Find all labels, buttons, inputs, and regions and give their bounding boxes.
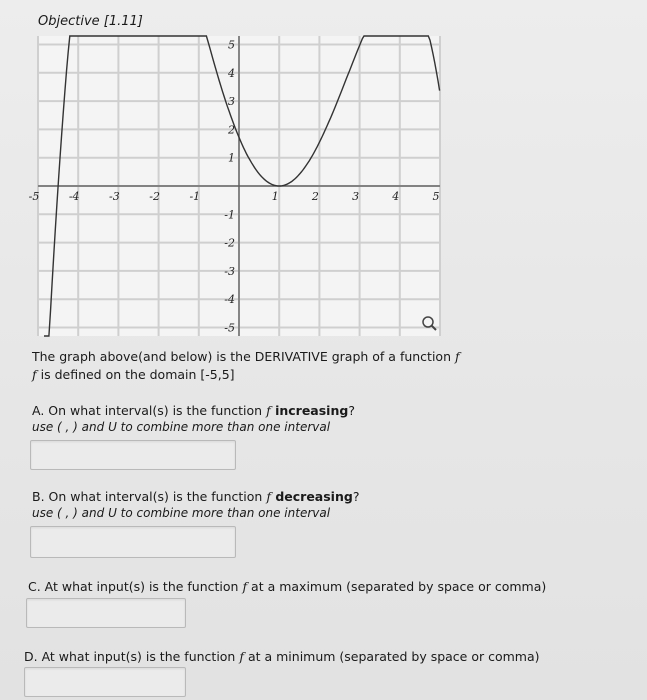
function-symbol: f: [266, 489, 271, 504]
y-tick-label: 5: [228, 38, 235, 52]
x-tick-label: -1: [189, 190, 201, 203]
x-tick-label: 5: [432, 190, 440, 203]
function-symbol: f: [454, 349, 460, 364]
answer-a-field[interactable]: [30, 440, 236, 470]
y-tick-label: -2: [224, 236, 235, 250]
x-tick-label: -3: [109, 190, 120, 203]
question-a-hint: use ( , ) and U to combine more than one interval: [32, 420, 331, 434]
question-c: [28, 578, 546, 595]
y-tick-label: -5: [224, 321, 235, 335]
derivative-graph: [30, 28, 450, 344]
function-symbol: f: [242, 579, 248, 594]
graph-svg: [30, 28, 450, 340]
function-symbol: f: [32, 367, 37, 382]
question-c-text: C. At what input(s) is the function: [28, 579, 243, 594]
question-b-hint: use ( , ) and U to combine more than one interval: [32, 506, 331, 520]
answer-c-field[interactable]: [26, 598, 186, 628]
y-tick-label: -1: [224, 208, 235, 222]
question-d: [24, 648, 540, 665]
x-tick-label: -2: [149, 190, 160, 203]
y-tick-label: 3: [228, 95, 235, 109]
y-tick-label: -3: [224, 264, 235, 278]
answer-b-input[interactable]: [31, 527, 235, 557]
answer-a-input[interactable]: [31, 441, 235, 469]
x-tick-label: 2: [311, 190, 319, 203]
x-tick-label: 3: [352, 190, 360, 203]
answer-d-field[interactable]: [24, 667, 186, 697]
question-a: [32, 402, 355, 419]
y-tick-label: 2: [228, 123, 235, 137]
x-tick-label: 1: [271, 190, 279, 203]
question-b-keyword: decreasing: [270, 489, 353, 504]
description-line-1: [32, 348, 460, 365]
question-c-rest: at a maximum (separated by space or comma): [247, 579, 547, 594]
x-tick-label: -5: [28, 190, 40, 203]
domain-text: is defined on the domain [-5,5]: [36, 367, 235, 382]
question-b-mark: ?: [352, 489, 360, 504]
answer-c-input[interactable]: [27, 599, 185, 627]
question-b: [32, 488, 359, 505]
x-tick-label: -4: [68, 190, 80, 203]
description-text: The graph above(and below) is the DERIVATIVE graph of a function: [32, 349, 455, 364]
question-b-text: B. On what interval(s) is the function: [32, 489, 267, 504]
question-d-text: D. At what input(s) is the function: [24, 649, 240, 664]
x-tick-label: 4: [392, 190, 400, 203]
objective-label: Objective [1.11]: [38, 14, 143, 29]
y-tick-label: -4: [224, 293, 235, 307]
question-a-text: A. On what interval(s) is the function: [32, 403, 267, 418]
answer-b-field[interactable]: [30, 526, 236, 558]
question-a-mark: ?: [348, 403, 355, 418]
y-tick-label: 1: [228, 151, 235, 165]
question-a-keyword: increasing: [270, 403, 349, 418]
function-symbol: f: [239, 649, 244, 664]
answer-d-input[interactable]: [25, 668, 185, 696]
question-d-rest: at a minimum (separated by space or comma): [243, 649, 540, 664]
description-line-2: [32, 366, 235, 383]
y-tick-label: 4: [228, 66, 235, 80]
function-symbol: f: [266, 403, 271, 418]
